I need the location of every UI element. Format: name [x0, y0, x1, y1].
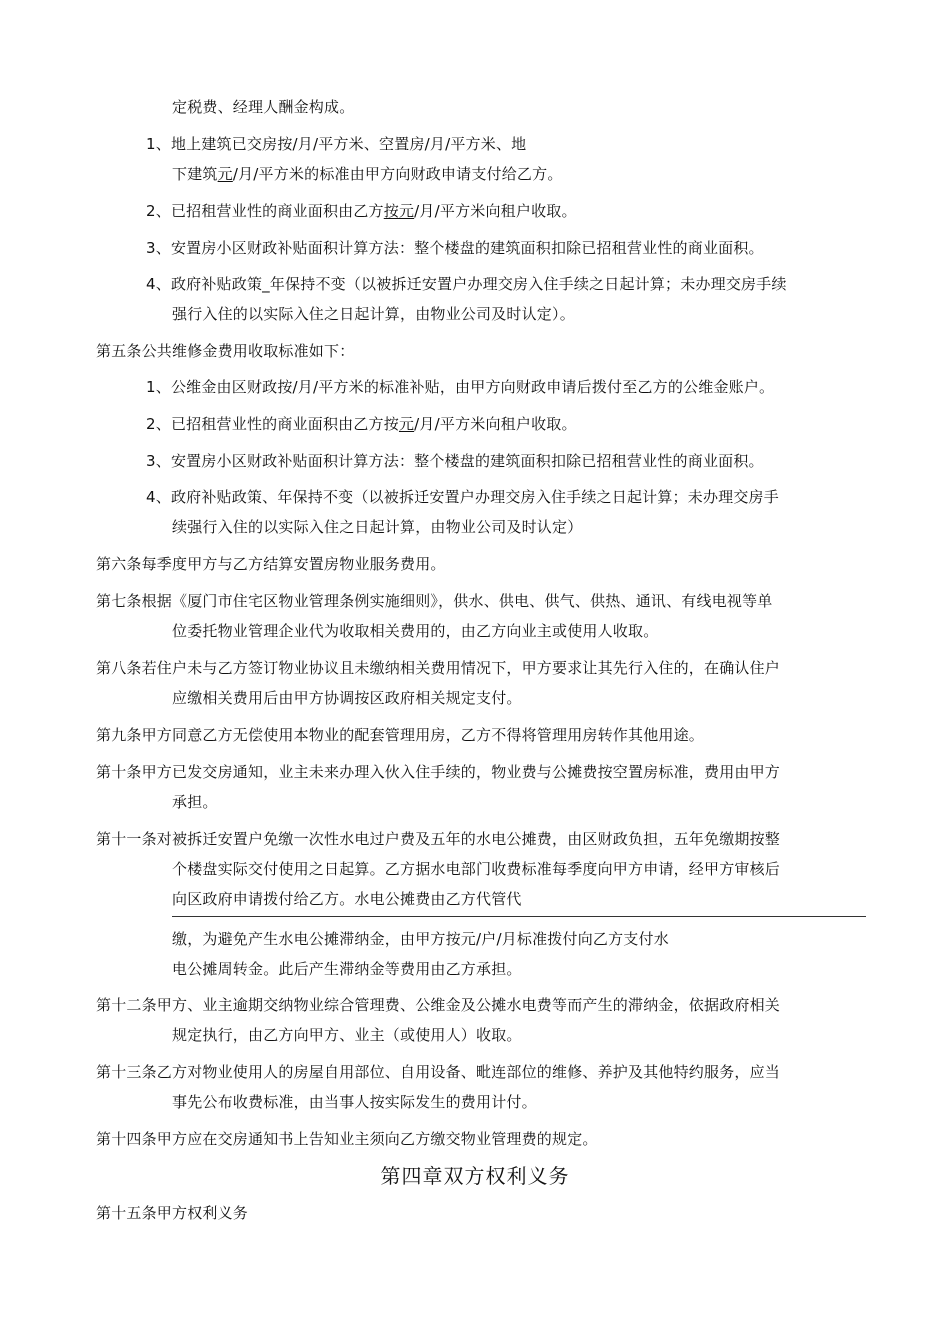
article-line: 第十三条乙方对物业使用人的房屋自用部位、自用设备、毗连部位的维修、养护及其他特约服务，应当: [96, 1063, 781, 1081]
text-line: 4、政府补贴政策、年保持不变（以被拆迁安置户办理交房入住手续之日起计算；未办理交房手: [146, 488, 779, 506]
text-line: 定税费、经理人酬金构成。: [172, 98, 355, 116]
article-line: 第七条根据《厦门市住宅区物业管理条例实施细则》，供水、供电、供气、供热、通讯、有线电视等单: [96, 592, 773, 610]
article-line: 第十四条甲方应在交房通知书上告知业主须向乙方缴交物业管理费的规定。: [96, 1130, 598, 1148]
article-line: 第十二条甲方、业主逾期交纳物业综合管理费、公维金及公摊水电费等而产生的滞纳金，依据政府相关: [96, 996, 781, 1014]
text-line: 1、地上建筑已交房按/月/平方米、空置房/月/平方米、地: [146, 135, 527, 153]
text-segment: 2、已招租营业性的商业面积由乙方: [146, 202, 384, 220]
article-heading: 第十五条甲方权利义务: [96, 1204, 249, 1222]
text-segment: 下建筑: [172, 165, 218, 183]
text-line: 4、政府补贴政策_年保持不变（以被拆迁安置户办理交房入住手续之日起计算；未办理交房手续: [146, 275, 787, 293]
article-line: 第八条若住户未与乙方签订物业协议且未缴纳相关费用情况下，甲方要求让其先行入住的，在确认住户: [96, 659, 781, 677]
text-line: 续强行入住的以实际入住之日起计算，由物业公司及时认定）: [172, 518, 583, 536]
text-line: 个楼盘实际交付使用之日起算。乙方据水电部门收费标准每季度向甲方申请，经甲方审核后: [172, 860, 781, 878]
underlined-text: 元: [398, 415, 415, 433]
text-segment: /月/平方米向租户收取。: [414, 202, 577, 220]
article-line: 第十条甲方已发交房通知，业主未来办理入伙入住手续的，物业费与公摊费按空置房标准，费用由甲方: [96, 763, 781, 781]
text-line: 承担。: [172, 793, 218, 811]
text-line: 电公摊周转金。此后产生滞纳金等费用由乙方承担。: [172, 960, 522, 978]
text-line: 3、安置房小区财政补贴面积计算方法：整个楼盘的建筑面积扣除已招租营业性的商业面积。: [146, 452, 764, 470]
text-line: 3、安置房小区财政补贴面积计算方法：整个楼盘的建筑面积扣除已招租营业性的商业面积。: [146, 239, 764, 257]
text-segment: /月/平方米的标准由甲方向财政申请支付给乙方。: [232, 165, 563, 183]
underlined-text: 元: [217, 165, 233, 183]
text-line: 缴，为避免产生水电公摊滞纳金，由甲方按元/户/月标准拨付向乙方支付水: [172, 930, 669, 948]
text-line: 事先公布收费标准，由当事人按实际发生的费用计付。: [172, 1093, 537, 1111]
text-line: 规定执行，由乙方向甲方、业主（或使用人）收取。: [172, 1026, 522, 1044]
text-line: [172, 164, 563, 184]
text-line: 位委托物业管理企业代为收取相关费用的，由乙方向业主或使用人收取。: [172, 622, 659, 640]
text-line: 向区政府申请拨付给乙方。水电公摊费由乙方代管代: [172, 890, 522, 908]
text-segment: 2、已招租营业性的商业面积由乙方按: [146, 415, 399, 433]
article-heading: 第五条公共维修金费用收取标准如下：: [96, 342, 355, 360]
horizontal-rule: [172, 916, 866, 917]
underlined-text: 按元: [383, 202, 415, 220]
article-line: 第十一条对被拆迁安置户免缴一次性水电过户费及五年的水电公摊费，由区财政负担，五年免缴期按整: [96, 830, 781, 848]
text-line: [146, 201, 577, 221]
text-line: 应缴相关费用后由甲方协调按区政府相关规定支付。: [172, 689, 522, 707]
article-line: 第六条每季度甲方与乙方结算安置房物业服务费用。: [96, 555, 446, 573]
text-line: [146, 414, 577, 434]
text-segment: /月/平方米向租户收取。: [414, 415, 577, 433]
article-line: 第九条甲方同意乙方无偿使用本物业的配套管理用房，乙方不得将管理用房转作其他用途。: [96, 726, 705, 744]
text-line: 1、公维金由区财政按/月/平方米的标准补贴，由甲方向财政申请后拨付至乙方的公维金账户。: [146, 378, 775, 396]
text-line: 强行入住的以实际入住之日起计算，由物业公司及时认定）。: [172, 305, 575, 323]
chapter-heading: 第四章双方权利义务: [380, 1164, 570, 1188]
